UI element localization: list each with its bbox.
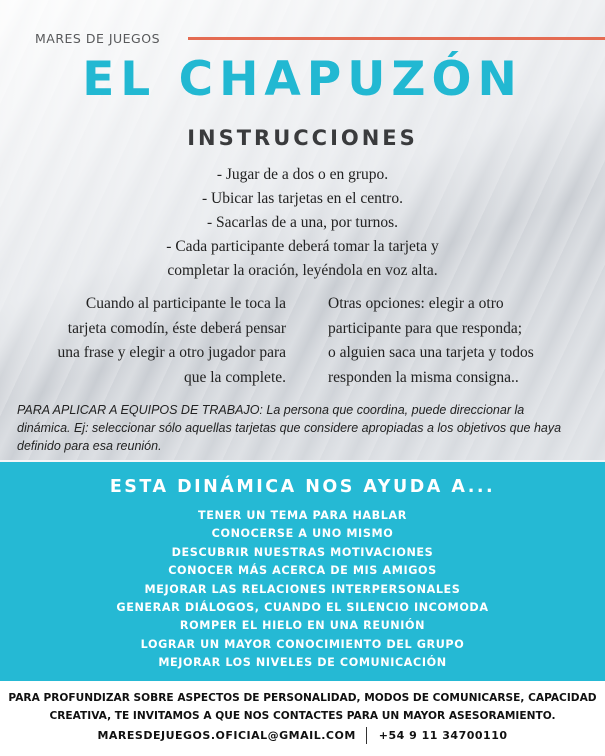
footer-message [0, 690, 605, 725]
contact-phone[interactable]: +54 9 11 34700110 [378, 729, 508, 742]
benefit-item: MEJORAR LOS NIVELES DE COMUNICACIÓN [158, 656, 447, 670]
paragraph-line: que la complete. [184, 368, 286, 386]
benefit-item: MEJORAR LAS RELACIONES INTERPERSONALES [144, 582, 461, 596]
benefits-title: ESTA DINÁMICA NOS AYUDA A... [109, 477, 496, 497]
instruction-line: - Ubicar las tarjetas en el centro. [202, 190, 403, 207]
contact-info [0, 727, 605, 744]
instruction-line: - Sacarlas de a una, por turnos. [206, 214, 399, 231]
instruction-line: completar la oración, leyéndola en voz alta. [167, 262, 438, 279]
work-teams-note: PARA APLICAR A EQUIPOS DE TRABAJO: La persona que coordina, puede direccionar la dinámica. Ej: seleccionar sólo aquellas tarjetas que considere apropiadas a los objetivos que haya definido para esa reunión. [17, 403, 562, 453]
paragraph-line: Cuando al participante le toca la [85, 295, 286, 312]
contact-separator [366, 727, 367, 744]
benefits-list [0, 507, 605, 673]
benefit-item: CONOCERSE A UNO MISMO [211, 527, 394, 541]
benefit-item: GENERAR DIÁLOGOS, CUANDO EL SILENCIO INCOMODA [116, 601, 489, 615]
footer-line: PARA PROFUNDIZAR SOBRE ASPECTOS DE PERSONALIDAD, MODOS DE COMUNICARSE, CAPACIDAD [8, 692, 597, 704]
wildcard-paragraph [20, 292, 286, 390]
footer-line: CREATIVA, TE INVITAMOS A QUE NOS CONTACTES PARA UN MAYOR ASESORAMIENTO. [49, 709, 556, 722]
page-title: EL CHAPUZÓN [82, 52, 523, 107]
other-options-paragraph [328, 292, 598, 390]
paragraph-line: participante para que responda; [328, 319, 523, 337]
paragraph-line: una frase y elegir a otro jugador para [57, 344, 286, 361]
instruction-line: - Jugar de a dos o en grupo. [216, 166, 389, 183]
brand-name: MARES DE JUEGOS [35, 31, 161, 46]
paragraph-line: o alguien saca una tarjeta y todos [328, 344, 534, 361]
benefit-item: DESCUBRIR NUESTRAS MOTIVACIONES [171, 545, 434, 559]
header-divider [188, 37, 605, 40]
benefit-item: LOGRAR UN MAYOR CONOCIMIENTO DEL GRUPO [140, 637, 465, 651]
paragraph-line: Otras opciones: elegir a otro [328, 295, 504, 312]
section-title-instructions: INSTRUCCIONES [187, 126, 418, 150]
benefit-item: CONOCER MÁS ACERCA DE MIS AMIGOS [168, 564, 437, 578]
paragraph-line: responden la misma consigna.. [328, 368, 519, 386]
benefit-item: ROMPER EL HIELO EN UNA REUNIÓN [179, 619, 426, 633]
instruction-line: - Cada participante deberá tomar la tarjeta y [166, 238, 439, 255]
benefit-item: TENER UN TEMA PARA HABLAR [197, 509, 408, 522]
contact-email[interactable]: MARESDEJUEGOS.OFICIAL@GMAIL.COM [97, 729, 356, 742]
instructions-list [0, 163, 605, 283]
paragraph-line: tarjeta comodín, éste deberá pensar [67, 319, 286, 337]
